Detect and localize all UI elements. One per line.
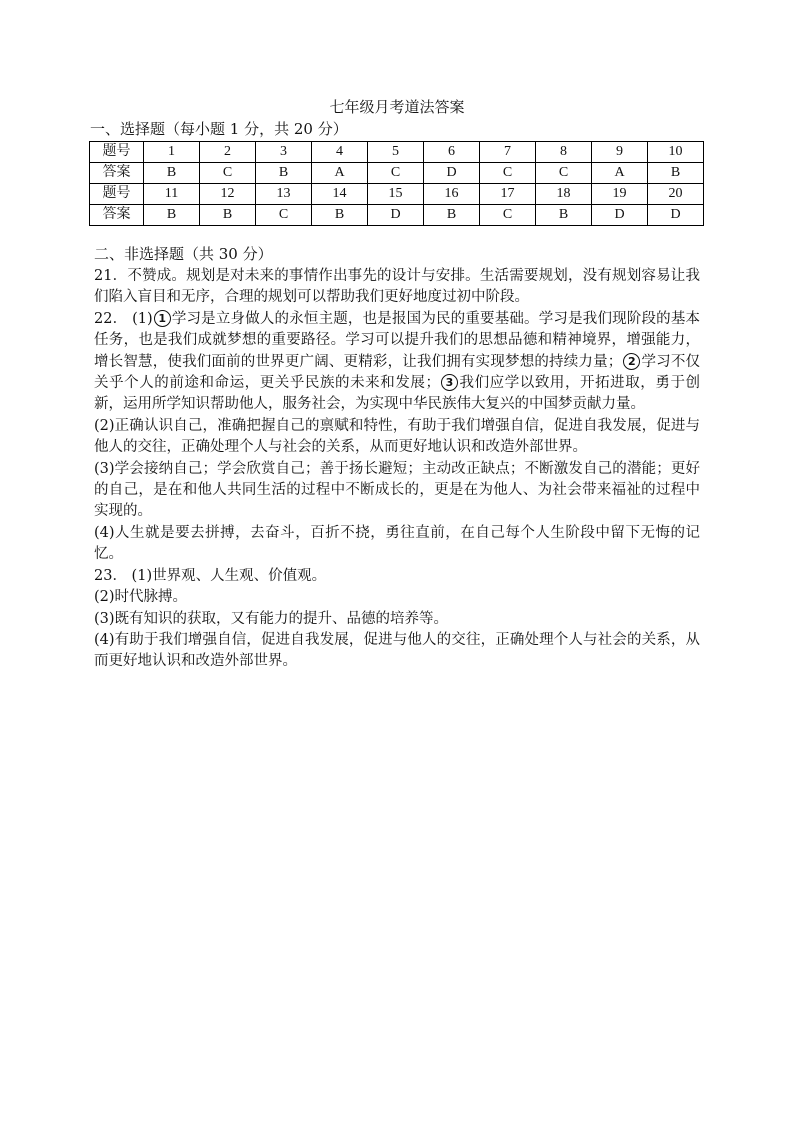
answer-table [89, 141, 704, 226]
table-cell: C [256, 205, 312, 226]
table-cell: 9 [592, 142, 648, 163]
circled-number-3: 3 [441, 374, 458, 391]
table-cell: 3 [256, 142, 312, 163]
q22-1-part3: 我们应学以致用，开拓进取，勇于创新，运用所学知识帮助他人，服务社会，为实现中华民族伟大复兴的中国梦贡献力量。 [94, 375, 701, 413]
section1-heading: 一、选择题（每小题 1 分，共 20 分） [90, 120, 348, 138]
table-row [90, 184, 704, 205]
table-row [90, 163, 704, 184]
page-title: 七年级月考道法答案 [329, 98, 465, 116]
table-cell: B [536, 205, 592, 226]
table-cell: 19 [592, 184, 648, 205]
table-cell: D [368, 205, 424, 226]
table-cell: 8 [536, 142, 592, 163]
table-cell: C [480, 205, 536, 226]
q22-prefix: 22． (1) [94, 310, 153, 327]
table-cell: 11 [144, 184, 200, 205]
row-label: 答案 [90, 205, 144, 226]
table-cell: 6 [424, 142, 480, 163]
answer-q23-3: (3)既有知识的获取，又有能力的提升、品德的培养等。 [94, 610, 449, 627]
answer-q22-2: (2)正确认识自己，准确把握自己的禀赋和特性，有助于我们增强自信，促进自我发展，促进与他人的交往，正确处理个人与社会的关系，从而更好地认识和改造外部世界。 [94, 417, 700, 456]
table-cell: A [592, 163, 648, 184]
table-cell: 2 [200, 142, 256, 163]
table-cell: A [312, 163, 368, 184]
answer-q22-3: (3)学会接纳自己；学会欣赏自己；善于扬长避短；主动改正缺点；不断激发自己的潜能；更好的自己，是在和他人共同生活的过程中不断成长的，更是在为他人、为社会带来福祉的过程中实现的。 [94, 460, 700, 520]
answer-q22-4: (4)人生就是要去拼搏，去奋斗，百折不挠，勇往直前，在自己每个人生阶段中留下无悔的记忆。 [94, 524, 700, 563]
table-cell: 18 [536, 184, 592, 205]
q22-1-part1: 学习是立身做人的永恒主题，也是报国为民的重要基础。学习是我们现阶段的基本任务，也是我们成就梦想的重要路径。学习可以提升我们的思想品德和精神境界，增强能力，增长智慧，使我们面前的世界更广阔、更精彩，让我们拥有实现梦想的持续力量； [94, 310, 700, 370]
table-cell: 12 [200, 184, 256, 205]
table-cell: 14 [312, 184, 368, 205]
table-cell: B [144, 163, 200, 184]
row-label: 答案 [90, 163, 144, 184]
table-cell: C [480, 163, 536, 184]
table-row [90, 142, 704, 163]
table-row [90, 205, 704, 226]
table-cell: C [536, 163, 592, 184]
table-cell: 16 [424, 184, 480, 205]
table-cell: 13 [256, 184, 312, 205]
table-cell: C [200, 163, 256, 184]
table-cell: B [200, 205, 256, 226]
table-cell: D [592, 205, 648, 226]
table-cell: 15 [368, 184, 424, 205]
table-cell: 20 [648, 184, 704, 205]
table-cell: 7 [480, 142, 536, 163]
table-cell: B [648, 163, 704, 184]
answer-q23-1: 23． (1)世界观、人生观、价值观。 [94, 567, 327, 584]
table-cell: 5 [368, 142, 424, 163]
table-cell: 1 [144, 142, 200, 163]
circled-number-2: 2 [623, 353, 640, 370]
table-cell: D [424, 163, 480, 184]
table-cell: 10 [648, 142, 704, 163]
answer-q21: 21．不赞成。规划是对未来的事情作出事先的设计与安排。生活需要规划，没有规划容易让我们陷入盲目和无序，合理的规划可以帮助我们更好地度过初中阶段。 [94, 268, 700, 306]
answer-q22-1 [94, 309, 700, 416]
circled-number-1: 1 [154, 310, 171, 327]
table-cell: B [144, 205, 200, 226]
answer-q23-4: (4)有助于我们增强自信，促进自我发展，促进与他人的交往，正确处理个人与社会的关系，从而更好地认识和改造外部世界。 [94, 631, 700, 670]
table-cell: C [368, 163, 424, 184]
table-cell: D [648, 205, 704, 226]
table-cell: 4 [312, 142, 368, 163]
answer-q23-2: (2)时代脉搏。 [94, 589, 188, 606]
table-cell: B [424, 205, 480, 226]
table-cell: 17 [480, 184, 536, 205]
section2-heading: 二、非选择题（共 30 分） [94, 245, 273, 263]
answer-body [94, 266, 700, 673]
table-cell: B [256, 163, 312, 184]
table-cell: B [312, 205, 368, 226]
row-label: 题号 [90, 142, 144, 163]
q22-1-part2: 学习不仅关乎个人的前途和命运，更关乎民族的未来和发展； [94, 353, 700, 392]
row-label: 题号 [90, 184, 144, 205]
